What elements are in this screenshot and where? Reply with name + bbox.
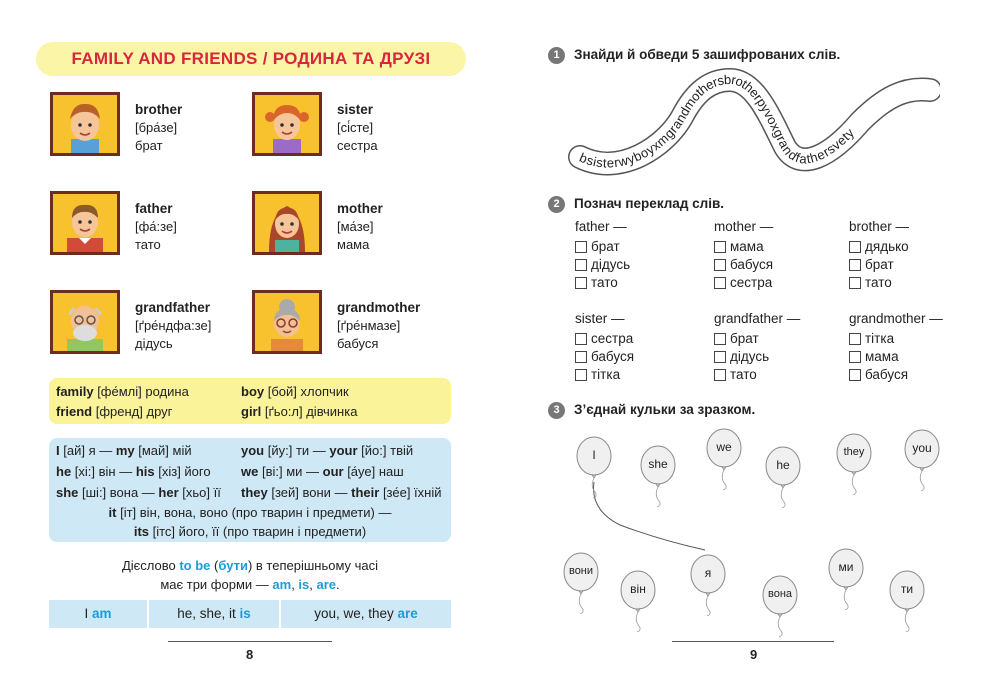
checkbox[interactable]	[714, 277, 726, 289]
pronoun-she-her: she [ші:] вона — her [хьо] її	[56, 485, 221, 500]
table-cell-am: I am	[49, 600, 149, 628]
verb-line-1: Дієслово to be (бути) в теперішньому часі	[121, 558, 379, 573]
balloon-bottom[interactable]: ти	[889, 570, 925, 632]
page-title: FAMILY AND FRIENDS / РОДИНА ТА ДРУЗІ	[71, 49, 431, 68]
page-divider-left	[168, 641, 332, 642]
option-row[interactable]: тітка	[849, 330, 943, 348]
checkbox[interactable]	[849, 369, 861, 381]
checkbox[interactable]	[714, 259, 726, 271]
table-cell-are: you, we, they are	[314, 606, 418, 621]
page-divider-right	[672, 641, 834, 642]
checkbox[interactable]	[714, 241, 726, 253]
pronoun-i-my: I [ай] я — my [май] мій	[56, 443, 192, 458]
checkbox[interactable]	[849, 333, 861, 345]
pronoun-it: it [іт] він, вона, воно (про тварин і предмети) —	[108, 505, 392, 520]
pronoun-its: its [ітс] його, її (про тварин і предмети)	[133, 524, 367, 539]
pronoun-he-his: he [хі:] він — his [хіз] його	[56, 464, 211, 479]
balloon-bottom[interactable]: я	[690, 554, 726, 616]
option-row[interactable]: мама	[714, 238, 773, 256]
pronoun-they-their: they [зей] вони — their [зе́е] їхній	[241, 485, 442, 500]
pronoun-you-your: you [йу:] ти — your [йо:] твій	[241, 443, 414, 458]
task-1-text: Знайди й обведи 5 зашифрованих слів.	[574, 47, 841, 62]
option-row[interactable]: тітка	[575, 366, 634, 384]
option-row[interactable]: бабуся	[714, 256, 773, 274]
task-3-text: З’єднай кульки за зразком.	[574, 402, 756, 417]
group-mother: mother — мама бабуся сестра	[714, 219, 774, 290]
vocab-boy: boy [бой] хлопчик	[241, 384, 349, 399]
balloon-bottom[interactable]: ми	[828, 548, 864, 610]
option-row[interactable]: дядько	[849, 238, 909, 256]
balloon-top[interactable]: they	[836, 433, 872, 495]
option-row[interactable]: тато	[714, 366, 800, 384]
verb-line-2: має три форми — am, is, are.	[160, 577, 340, 592]
balloon-bottom[interactable]: вони	[563, 552, 599, 614]
checkbox[interactable]	[849, 241, 861, 253]
checkbox[interactable]	[849, 259, 861, 271]
balloon-top[interactable]: you	[904, 429, 940, 491]
balloon-top[interactable]: we	[706, 428, 742, 490]
checkbox[interactable]	[575, 351, 587, 363]
option-row[interactable]: брат	[714, 330, 800, 348]
page-number-right: 9	[750, 647, 758, 662]
option-row[interactable]: дідусь	[714, 348, 800, 366]
balloon-bottom[interactable]: вона	[762, 575, 798, 637]
option-row[interactable]: брат	[849, 256, 909, 274]
option-row[interactable]: тато	[849, 274, 909, 292]
pronoun-we-our: we [ві:] ми — our [а́уе] наш	[241, 464, 404, 479]
task-3-number: 3	[548, 402, 565, 419]
checkbox[interactable]	[714, 351, 726, 363]
svg-text:bsisterwyboyxmgrandmothersbrot	[577, 72, 857, 171]
option-row[interactable]: сестра	[714, 274, 773, 292]
group-grandfather: grandfather — брат дідусь тато	[714, 311, 801, 382]
option-row[interactable]: мама	[849, 348, 943, 366]
option-row[interactable]: бабуся	[849, 366, 943, 384]
group-grandmother: grandmother — тітка мама бабуся	[849, 311, 943, 382]
group-father: father — брат дідусь тато	[575, 219, 631, 290]
task-1-number: 1	[548, 47, 565, 64]
word-mother: mother [ма́зе] мама	[337, 201, 383, 252]
table-cell-is: he, she, it is	[149, 600, 281, 628]
brother-portrait	[50, 92, 120, 156]
vocab-family: family [фе́млі] родина	[56, 384, 189, 399]
word-father: father [фа́:зе] тато	[135, 201, 177, 252]
word-sister: sister [сі́сте] сестра	[337, 102, 378, 153]
mother-portrait	[252, 191, 322, 255]
checkbox[interactable]	[575, 259, 587, 271]
balloon-bottom[interactable]: він	[620, 570, 656, 632]
sister-portrait	[252, 92, 322, 156]
vocab-friend: friend [френд] друг	[56, 404, 173, 419]
task-2-number: 2	[548, 196, 565, 213]
checkbox[interactable]	[575, 333, 587, 345]
option-row[interactable]: дідусь	[575, 256, 630, 274]
checkbox[interactable]	[849, 351, 861, 363]
father-portrait	[50, 191, 120, 255]
vocab-girl: girl [ґьо:л] дівчинка	[241, 404, 358, 419]
grandfather-portrait	[50, 290, 120, 354]
checkbox[interactable]	[575, 241, 587, 253]
checkbox[interactable]	[575, 277, 587, 289]
word-grandmother: grandmother [ґре́нмазе] бабуся	[337, 300, 421, 351]
page-title-banner	[36, 42, 466, 76]
checkbox[interactable]	[575, 369, 587, 381]
checkbox[interactable]	[714, 369, 726, 381]
word-snake	[560, 62, 940, 192]
option-row[interactable]: бабуся	[575, 348, 634, 366]
word-brother: brother [бра́зе] брат	[135, 102, 183, 153]
word-grandfather: grandfather [ґре́ндфа:зе] дідусь	[135, 300, 212, 351]
group-brother: brother — дядько брат тато	[849, 219, 910, 290]
option-row[interactable]: сестра	[575, 330, 634, 348]
balloon-top[interactable]: he	[765, 446, 801, 508]
task-2-text: Познач переклад слів.	[574, 196, 725, 211]
option-row[interactable]: тато	[575, 274, 630, 292]
snake-letters: bsisterwyboyxmgrandmothersbrotherpyvoxgrandfathersvety	[577, 71, 858, 171]
group-sister: sister — сестра бабуся тітка	[575, 311, 635, 382]
to-be-table	[49, 600, 451, 628]
grandmother-portrait	[252, 290, 322, 354]
page-number-left: 8	[246, 647, 254, 662]
balloon-top[interactable]: she	[640, 445, 676, 507]
checkbox[interactable]	[714, 333, 726, 345]
option-row[interactable]: брат	[575, 238, 630, 256]
checkbox[interactable]	[849, 277, 861, 289]
balloon-top[interactable]: I	[576, 436, 612, 498]
